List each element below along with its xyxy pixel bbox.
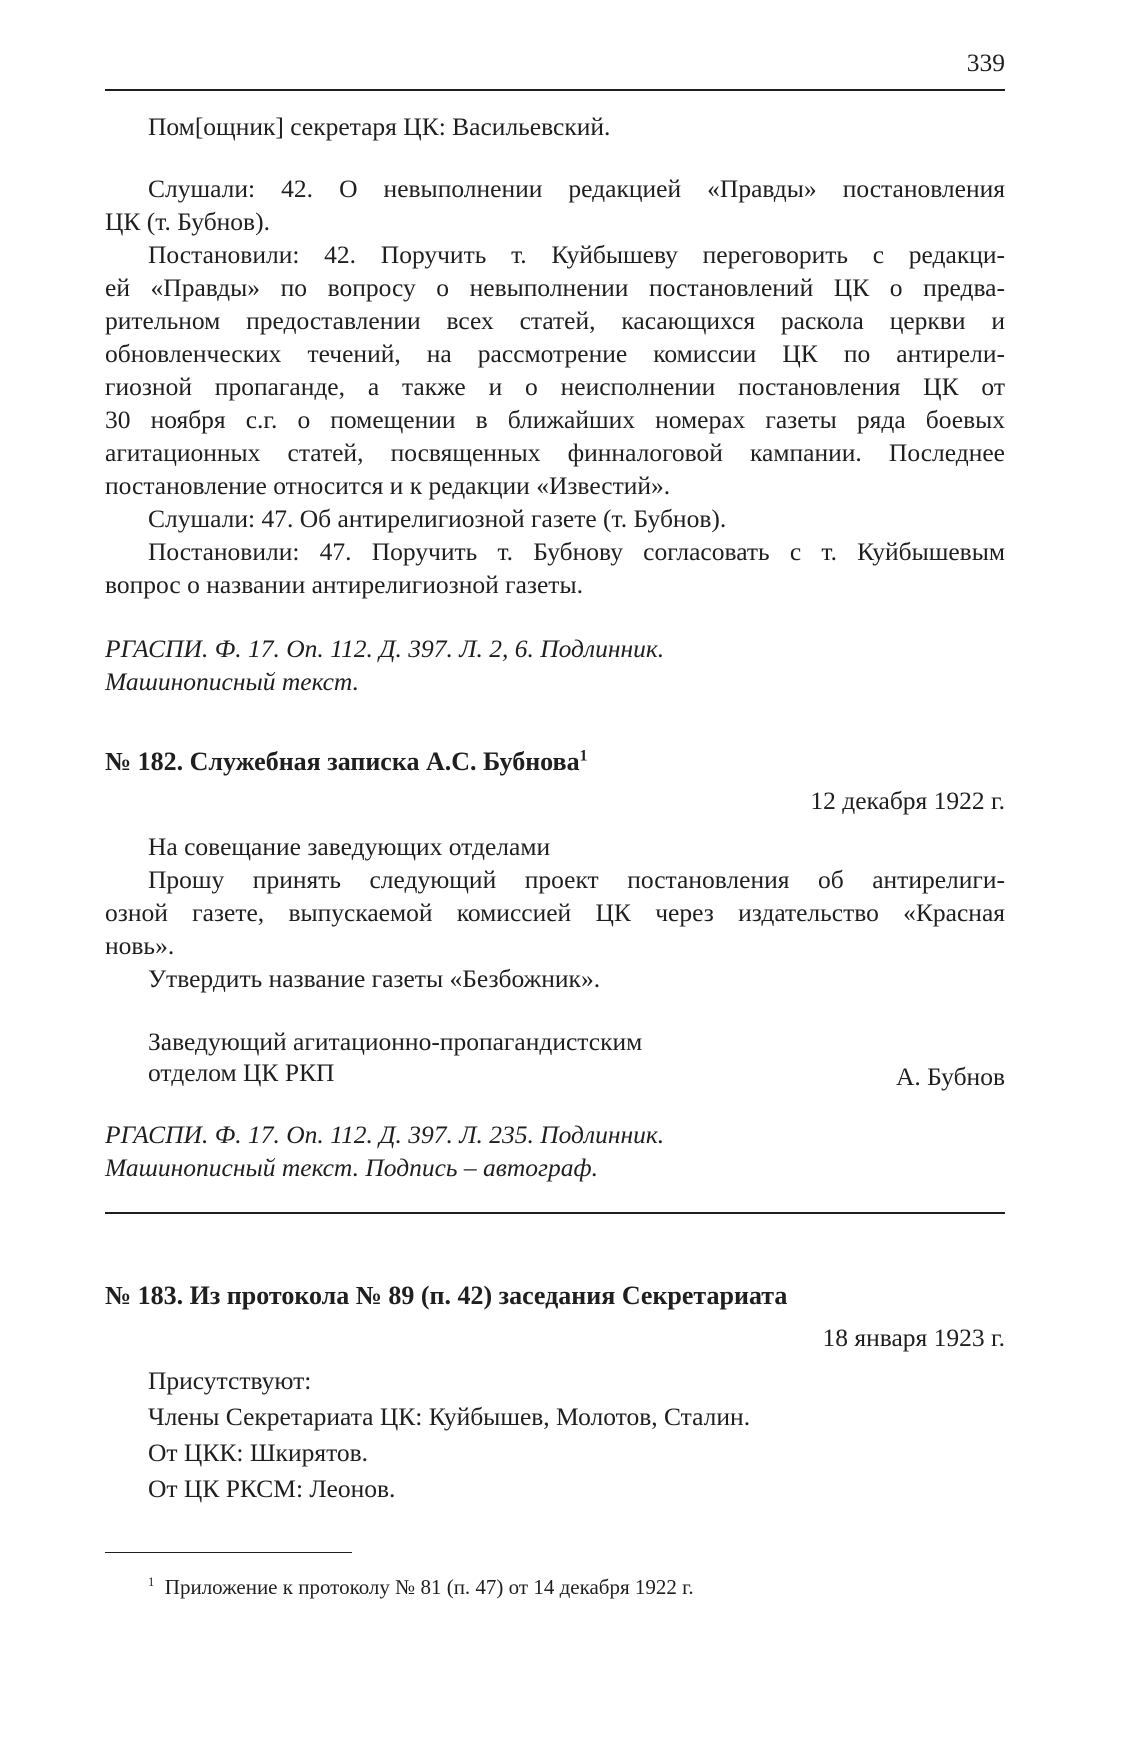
archive-source: Машинописный текст. Подпись – автограф.: [105, 1153, 598, 1182]
signature-position: отделом ЦК РКП: [148, 1058, 335, 1087]
document-title-text: № 182. Служебная записка А.С. Бубнова: [105, 747, 580, 776]
document-date: 12 декабря 1922 г.: [810, 786, 1005, 815]
footnote-rule: [105, 1552, 352, 1553]
document-title: [105, 745, 1005, 778]
protocol-line: От ЦКК: Шкирятов.: [148, 1438, 369, 1467]
protocol-line: вопрос о названии антирелигиозной газеты.: [105, 570, 583, 599]
protocol-line: Члены Секретариата ЦК: Куйбышев, Молотов, Сталин.: [148, 1402, 751, 1431]
protocol-line: гиозной пропаганде, а также и о неисполнении постановления ЦК от: [105, 372, 1005, 401]
archive-source: РГАСПИ. Ф. 17. Оп. 112. Д. 397. Л. 235. Подлинник.: [105, 1120, 665, 1149]
protocol-line: 30 ноября с.г. о помещении в ближайших номерах газеты ряда боевых: [105, 405, 1005, 434]
protocol-line: Слушали: 47. Об антирелигиозной газете (т. Бубнов).: [148, 504, 727, 533]
assistant-line: Пом[ощник] секретаря ЦК: Васильевский.: [148, 112, 611, 141]
protocol-line: Постановили: 42. Поручить т. Куйбышеву переговорить с редакци-: [148, 240, 1005, 269]
document-date: 18 января 1923 г.: [822, 1323, 1005, 1352]
footnote-ref: 1: [579, 747, 588, 765]
protocol-line: ЦК (т. Бубнов).: [105, 207, 270, 236]
protocol-line: постановление относится и к редакции «Известий».: [105, 471, 671, 500]
protocol-line: агитационных статей, посвященных финналоговой кампании. Последнее: [105, 438, 1005, 467]
note-line: новь».: [105, 931, 175, 960]
note-line: Прошу принять следующий проект постановления об антирелиги-: [148, 865, 1005, 894]
protocol-line: обновленческих течений, на рассмотрение комиссии ЦК по антирели-: [105, 339, 1005, 368]
note-line: озной газете, выпускаемой комиссией ЦК через издательство «Красная: [105, 898, 1005, 927]
page-number: 339: [966, 48, 1005, 77]
protocol-line: От ЦК РКСМ: Леонов.: [148, 1474, 396, 1503]
signature-position: Заведующий агитационно-пропагандистским: [148, 1027, 643, 1056]
footnote-number: 1: [148, 1575, 155, 1589]
footnote-text: Приложение к протоколу № 81 (п. 47) от 14 декабря 1922 г.: [164, 1575, 694, 1599]
protocol-line: ей «Правды» по вопросу о невыполнении постановлений ЦК о предва-: [105, 273, 1005, 302]
note-line: Утвердить название газеты «Безбожник».: [148, 964, 601, 993]
signature-name: А. Бубнов: [896, 1062, 1005, 1091]
document-title: № 183. Из протокола № 89 (п. 42) заседания Секретариата: [105, 1281, 788, 1310]
protocol-line: Присутствуют:: [148, 1366, 312, 1395]
protocol-line: рительном предоставлении всех статей, касающихся раскола церкви и: [105, 306, 1005, 335]
footnote: [148, 1573, 694, 1601]
protocol-line: Слушали: 42. О невыполнении редакцией «Правды» постановления: [148, 174, 1005, 203]
archive-source: РГАСПИ. Ф. 17. Оп. 112. Д. 397. Л. 2, 6. Подлинник.: [105, 634, 665, 663]
protocol-line: Постановили: 47. Поручить т. Бубнову согласовать с т. Куйбышевым: [148, 537, 1005, 566]
note-line: На совещание заведующих отделами: [148, 832, 551, 861]
header-rule: [105, 89, 1005, 91]
section-divider: [105, 1212, 1005, 1214]
archive-source: Машинописный текст.: [105, 667, 360, 696]
